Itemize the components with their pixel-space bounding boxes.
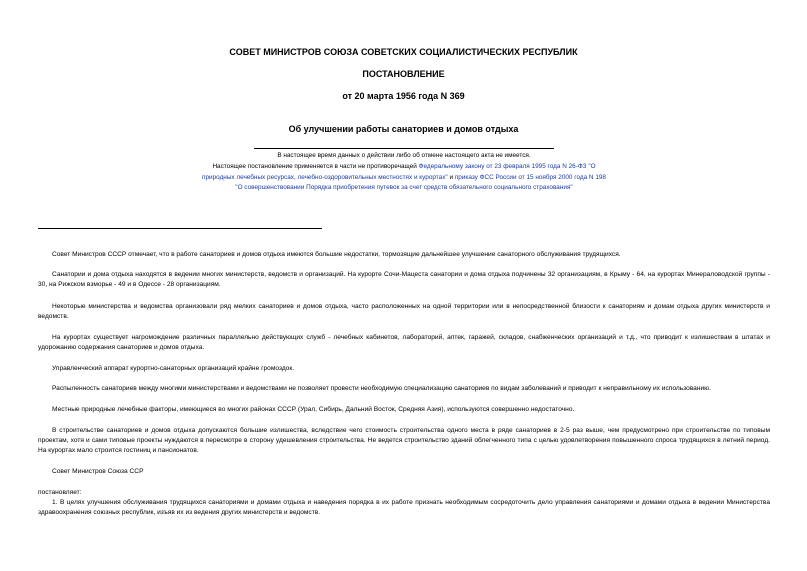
paragraph-7: Местные природные лечебные факторы, имеющиеся во многих районах СССР (Урал, Сибирь, Дальний Восток, Средняя Азия), используются совершенно недостаточно. <box>52 406 575 413</box>
paragraph-11: 1. В целях улучшения обслуживания трудящихся санаториями и домами отдыха и наведения порядка в их работе признать необходимым сосредоточить дело управления санаториями и домами отдыха в ведении Министерства здравоохранения союзных республик, изъяв их из ведения других министерств и ведомств. <box>38 499 770 517</box>
paragraph-4: На курортах существует нагромождение различных параллельно действующих служб - лечебных кабинетов, лабораторий, аптек, гаражей, складов, снабженческих организаций и т.д., что приводит к излишествам в штатах и удорожанию содержания санаториев и домов отдыха. <box>38 334 770 352</box>
paragraph-9: Совет Министров Союза ССР <box>52 468 144 475</box>
notice-line-status: В настоящее время данных о действии либо об отмене настоящего акта не имеется. <box>277 152 531 159</box>
notice-conjunction: и <box>447 173 455 181</box>
document-date-number: от 20 марта 1956 года N 369 <box>342 91 465 101</box>
notice-line-applicability <box>200 162 608 194</box>
document-type: ПОСТАНОВЛЕНИЕ <box>362 69 445 79</box>
paragraph-5: Управленческий аппарат курортно-санаторных организаций крайне громоздок. <box>52 365 295 372</box>
status-notice <box>200 148 608 194</box>
fss-order-link[interactable]: приказу ФСС России от 15 ноября 2000 года N 198 "О совершенствовании Порядка приобретения путевок за счет средств обязательного социального страхования" <box>235 173 606 192</box>
paragraph-6: Распыленность санаториев между многими министерствами и ведомствами не позволяет провести необходимую специализацию санаториев по видам заболеваний и приводит к неправильному их использованию. <box>52 385 711 392</box>
paragraph-8: В строительстве санаториев и домов отдыха допускаются большие излишества, вследствие чего стоимость строительства одного места в ряде санаториев в 2-5 раз выше, чем предусмотрено при строительстве по типовым проектам, хотя и сами типовые проекты нуждаются в пересмотре в сторону удешевления строительства. Не ведется строительство зданий облегченного типа с целью удовлетворения повышенного спроса трудящихся в летний период. На курортах мало строится гостиниц и пансионатов. <box>38 427 770 455</box>
paragraph-3: Некоторые министерства и ведомства организовали ряд мелких санаториев и домов отдыха, часто расположенных на одной территории или в непосредственной близости к санаториям и домам отдыха других министерств и ведомств. <box>38 303 770 321</box>
federal-law-link[interactable]: Федеральному закону от 23 февраля 1995 года N 26-ФЗ "О природных лечебных ресурсах, лечебно-оздоровительных местностях и курортах" <box>202 162 596 181</box>
document-title: Об улучшении работы санаториев и домов отдыха <box>288 124 519 134</box>
notice-divider <box>254 148 554 149</box>
paragraph-1: Совет Министров СССР отмечает, что в работе санаториев и домов отдыха имеются большие недостатки, тормозящие дальнейшее улучшение санаторного обслуживания трудящихся. <box>52 251 621 258</box>
notice-prefix: Настоящее постановление применяется в части не противоречащей <box>212 162 419 170</box>
paragraph-10: постановляет: <box>38 489 82 496</box>
issuer-heading: СОВЕТ МИНИСТРОВ СОЮЗА СОВЕТСКИХ СОЦИАЛИСТИЧЕСКИХ РЕСПУБЛИК <box>229 47 578 57</box>
paragraph-2: Санатории и дома отдыха находятся в ведении многих министерств, ведомств и организаций. На курорте Сочи-Мацеста санатории и дома отдыха подчинены 32 организациям, в Крыму - 64, на курортах Минераловодской группы - 30, на Рижском взморье - 49 и в Одессе - 28 организациям. <box>38 271 770 289</box>
section-divider <box>38 228 322 229</box>
